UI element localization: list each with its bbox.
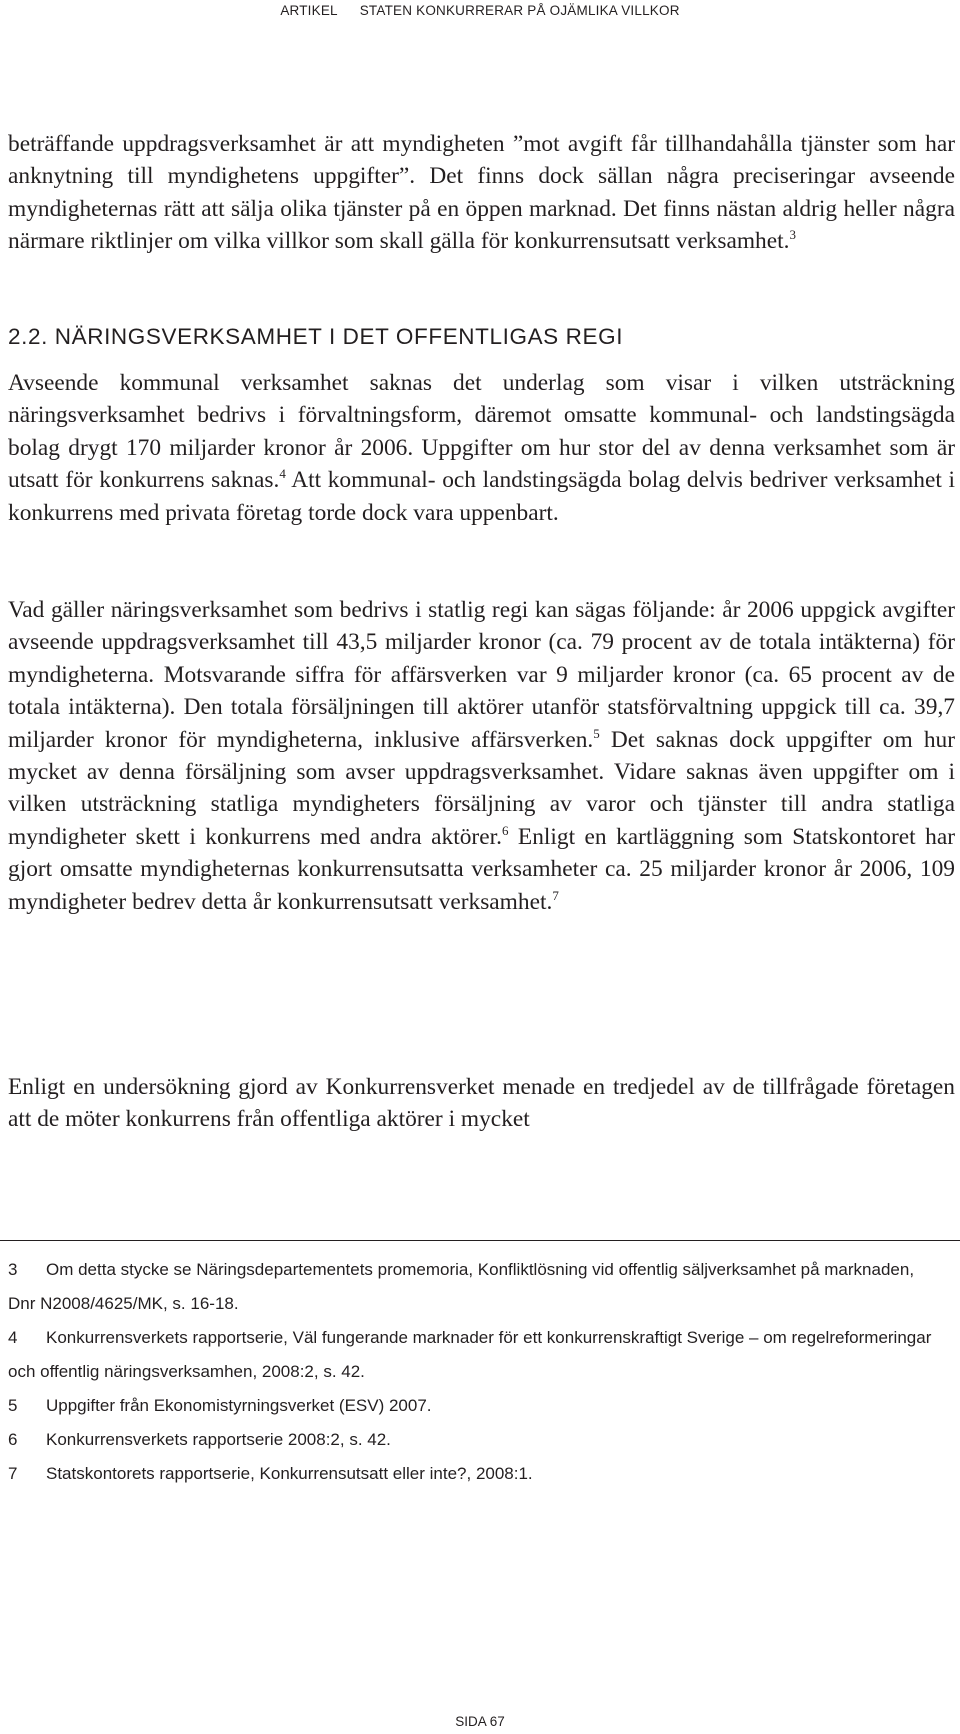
running-header bbox=[0, 3, 960, 18]
footnote bbox=[8, 1253, 938, 1321]
paragraph-text: Avseende kommunal verksamhet saknas det underlag som visar i vilken utsträckning näringsverksamhet bedrivs i förvaltningsform, däremot omsatte kommunal- och landstingsägda bolag drygt 170 miljarder kronor år 2006. Uppgifter om hur stor del av denna verksamhet som är utsatt för konkurrens saknas. bbox=[8, 370, 955, 494]
footnote bbox=[8, 1457, 938, 1491]
footnote-reference: 7 bbox=[552, 887, 559, 903]
footnotes-list bbox=[8, 1253, 938, 1491]
footnote-number: 3 bbox=[8, 1260, 18, 1279]
footnote-text: Om detta stycke se Näringsdepartementets promemoria, Konfliktlösning vid offentlig säljverksamhet på marknaden, Dnr N2008/4625/MK, s. 16-18. bbox=[8, 1260, 915, 1313]
header-article-title: STATEN KONKURRERAR PÅ OJÄMLIKA VILLKOR bbox=[359, 3, 680, 18]
footnote bbox=[8, 1423, 938, 1457]
footnote bbox=[8, 1389, 938, 1423]
footnote bbox=[8, 1321, 938, 1389]
paragraph-text: beträffande uppdragsverksamhet är att myndigheten ”mot avgift får tillhandahålla tjänster som har anknytning till myndighetens uppgifter”. Det finns dock sällan några preciseringar avseende myndigheternas rätt att sälja olika tjänster på en öppen marknad. Det finns nästan aldrig heller några närmare riktlinjer om vilka villkor som skall gälla för konkurrensutsatt verksamhet. bbox=[8, 131, 955, 255]
footnote-reference: 5 bbox=[593, 725, 600, 741]
body-paragraph bbox=[8, 594, 955, 918]
body-paragraph bbox=[8, 128, 955, 258]
body-paragraph bbox=[8, 367, 955, 529]
footnote-number: 6 bbox=[8, 1430, 18, 1449]
footnote-number: 5 bbox=[8, 1396, 18, 1415]
paragraph-text: Det saknas dock uppgifter om hur mycket av denna försäljning som avser uppdragsverksamhet. Vidare saknas även uppgifter om i vilken utsträckning statliga myndigheters försäljning av varor och tjänster till andra statliga myndigheter skett i konkurrens med andra aktörer. bbox=[8, 726, 955, 850]
footnote-number: 7 bbox=[8, 1464, 18, 1483]
footnote-number: 4 bbox=[8, 1328, 18, 1347]
footnote-divider bbox=[0, 1240, 960, 1241]
page-number: SIDA 67 bbox=[455, 1714, 505, 1729]
paragraph-text: Att kommunal- och landstingsägda bolag delvis bedriver verksamhet i konkurrens med privata företag torde dock vara uppenbart. bbox=[8, 467, 955, 526]
footnote-text: Konkurrensverkets rapportserie, Väl fungerande marknader för ett konkurrenskraftigt Sverige – om regelreformeringar och offentlig näringsverksamhen, 2008:2, s. 42. bbox=[8, 1328, 932, 1381]
footnote-reference: 6 bbox=[501, 822, 509, 838]
footnote-text: Statskontorets rapportserie, Konkurrensutsatt eller inte?, 2008:1. bbox=[46, 1464, 533, 1483]
section-heading: 2.2. NÄRINGSVERKSAMHET I DET OFFENTLIGAS REGI bbox=[8, 324, 624, 349]
footnote-text: Uppgifter från Ekonomistyrningsverket (ESV) 2007. bbox=[46, 1396, 432, 1415]
body-paragraph bbox=[8, 1071, 955, 1136]
footnote-reference: 3 bbox=[789, 227, 796, 243]
header-section-label: ARTIKEL bbox=[280, 3, 338, 18]
footnote-reference: 4 bbox=[279, 466, 286, 482]
paragraph-text: Vad gäller näringsverksamhet som bedrivs i statlig regi kan sägas följande: år 2006 uppgick avgifter avseende uppdragsverksamhet till 43,5 miljarder kronor (ca. 79 procent av de totala intäkterna) för myndigheterna. Motsvarande siffra för affärsverken var 9 miljarder kronor (ca. 65 procent av de totala intäkterna). Den totala försäljningen till aktörer utanför statsförvaltning uppgick till ca. 39,7 miljarder kronor för myndigheterna, inklusive affärsverken. bbox=[8, 597, 955, 753]
paragraph-text: Enligt en kartläggning som Statskontoret har gjort omsatte myndigheternas konkurrensutsatta verksamheter ca. 25 miljarder kronor år 2006, 109 myndigheter bedrev detta år konkurrensutsatt verksamhet. bbox=[8, 823, 955, 915]
paragraph-text: Enligt en undersökning gjord av Konkurrensverket menade en tredjedel av de tillfrågade företagen att de möter konkurrens från offentliga aktörer i mycket bbox=[8, 1074, 955, 1133]
footnote-text: Konkurrensverkets rapportserie 2008:2, s. 42. bbox=[46, 1430, 391, 1449]
